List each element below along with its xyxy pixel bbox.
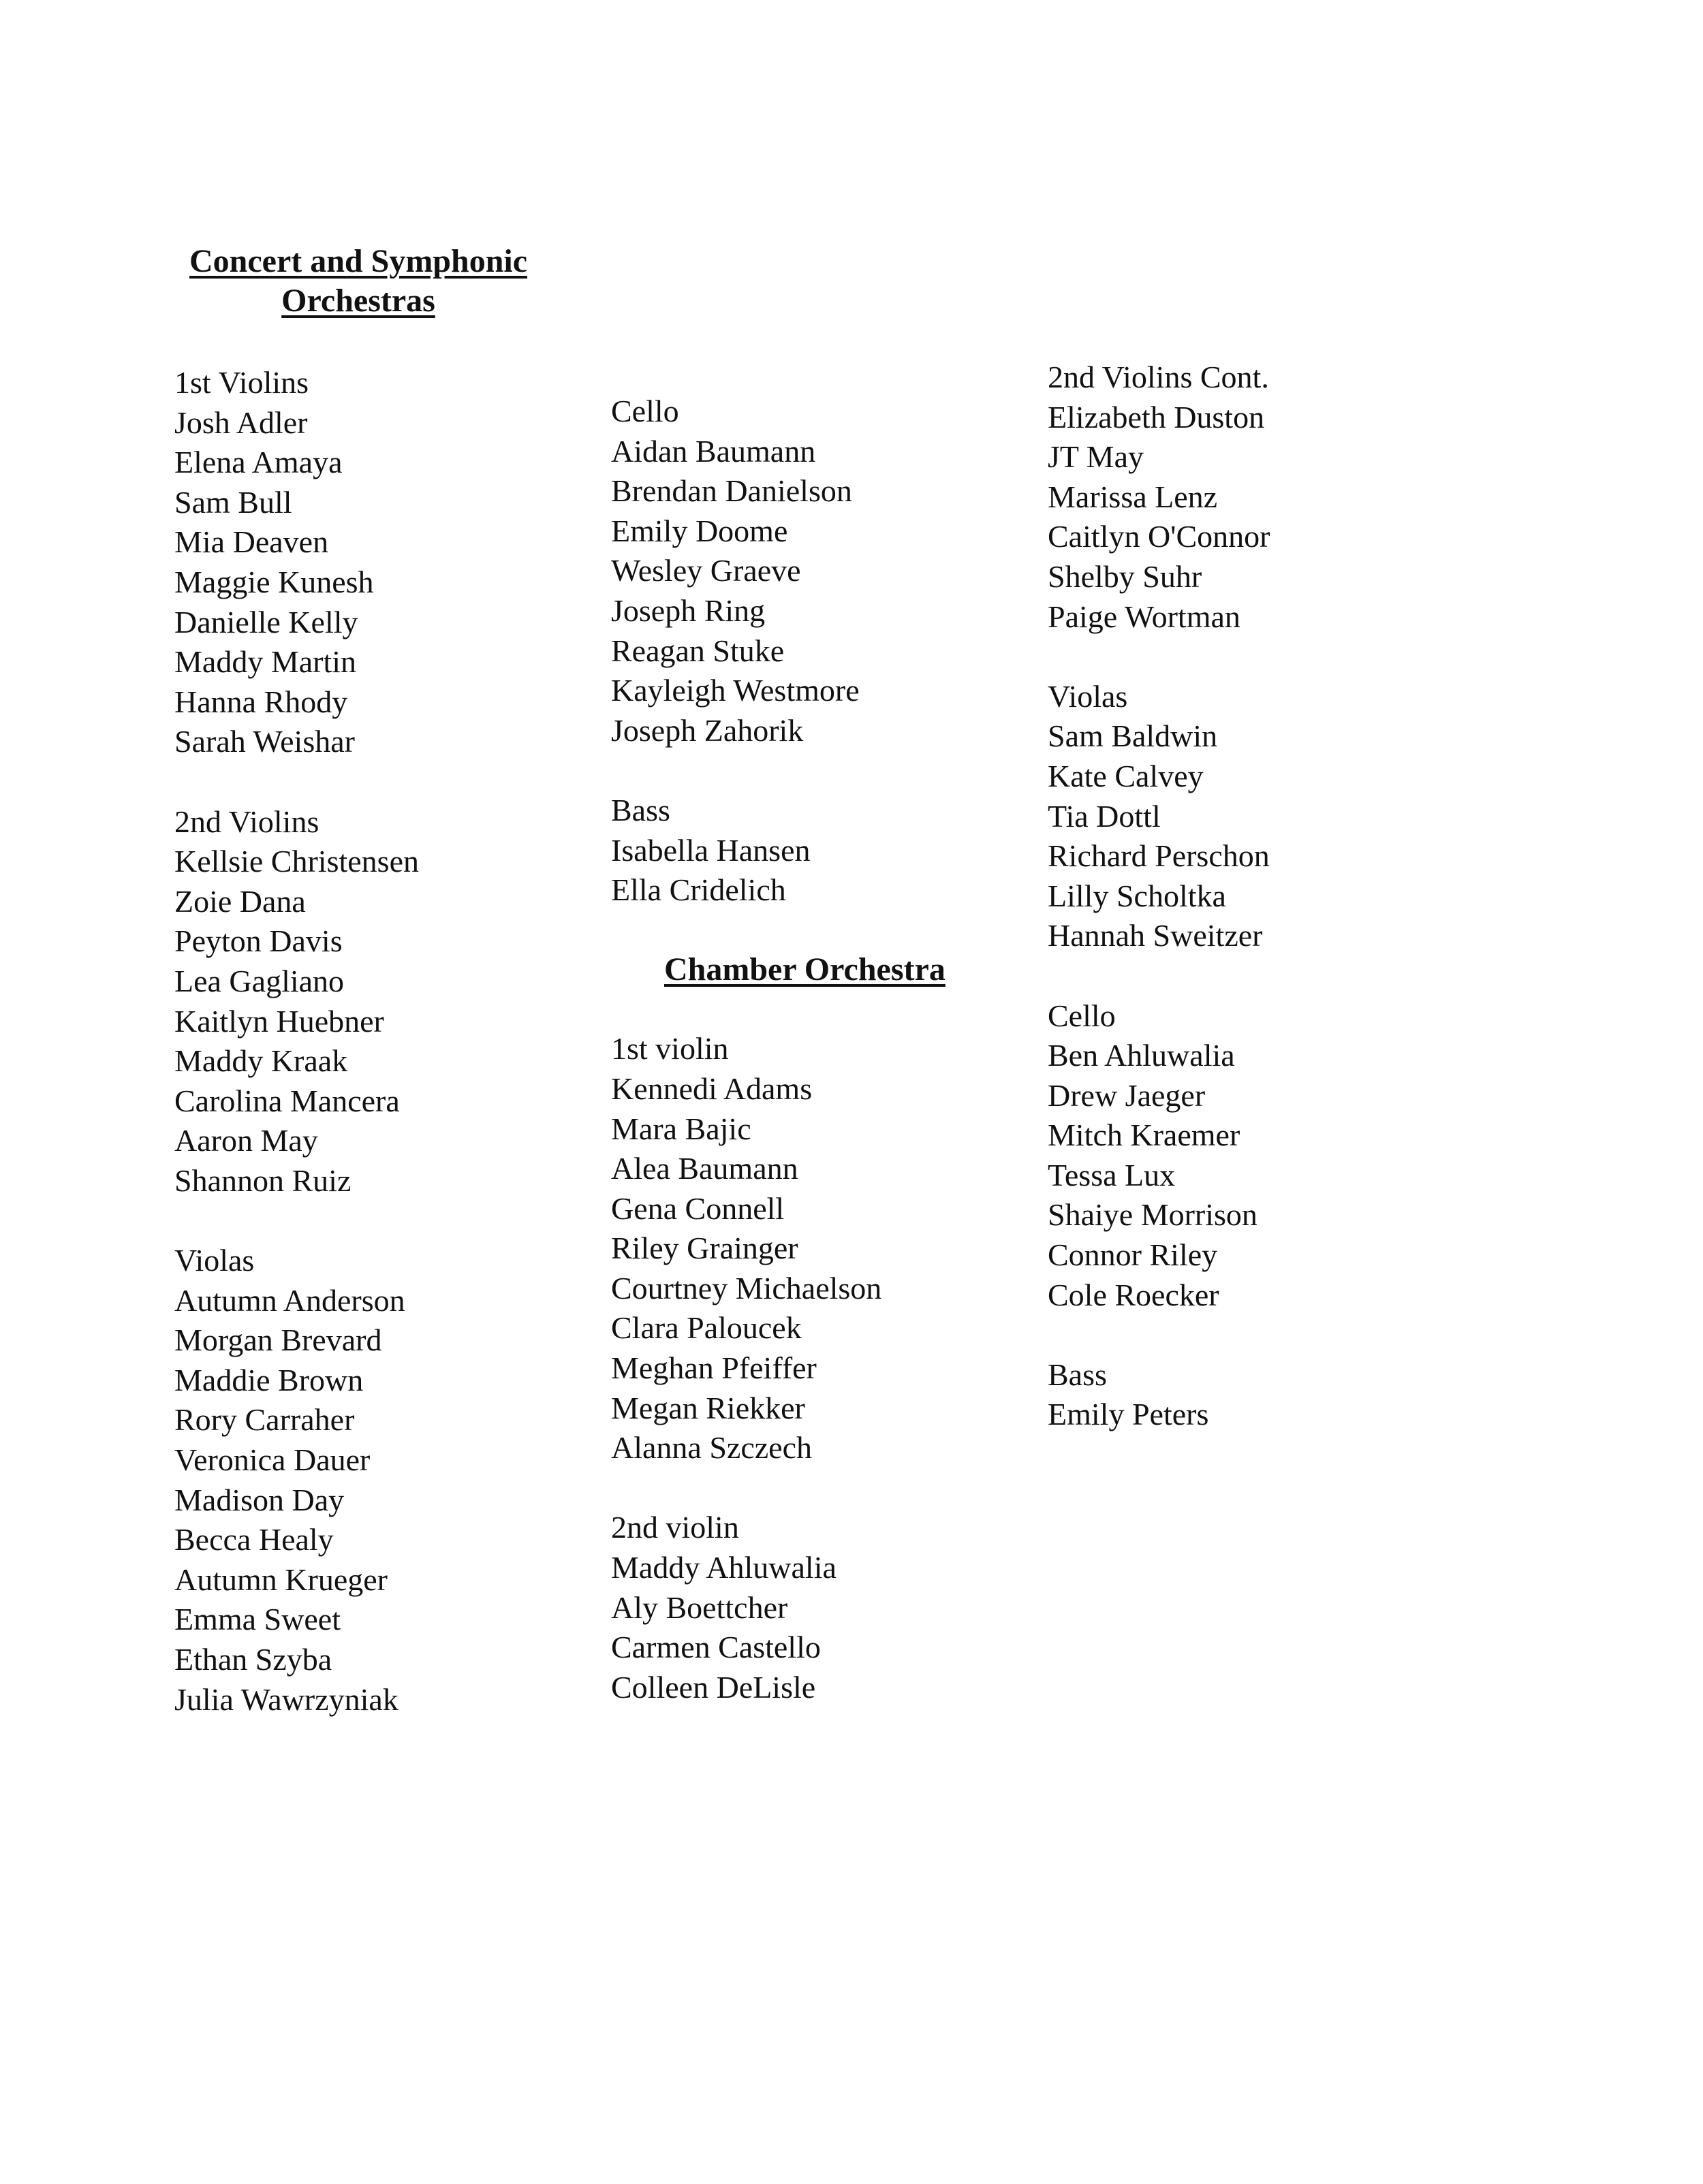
col2-sections-top: [611, 392, 1033, 950]
section-title: Cello: [1048, 998, 1116, 1033]
member-name: Alea Baumann: [611, 1151, 798, 1186]
section-title: 2nd violin: [611, 1510, 739, 1545]
member-name: Carolina Mancera: [174, 1083, 400, 1118]
member-name: Emily Doome: [611, 513, 788, 548]
col3-sections: [1048, 358, 1470, 1435]
member-name: Clara Paloucek: [611, 1310, 802, 1346]
member-name: Sarah Weishar: [174, 724, 355, 759]
section-title: 1st violin: [611, 1031, 729, 1066]
member-name: Kayleigh Westmore: [611, 673, 860, 708]
section-title: Cello: [611, 394, 679, 428]
member-name: Maddie Brown: [174, 1362, 364, 1397]
member-name: Wesley Graeve: [611, 553, 801, 588]
section-title: 2nd Violins Cont.: [1048, 360, 1269, 394]
section: [611, 392, 1033, 750]
member-name: Elena Amaya: [174, 445, 343, 480]
member-name: Joseph Zahorik: [611, 712, 804, 748]
section-gap: [1048, 637, 1470, 677]
member-name: Richard Perschon: [1048, 838, 1270, 874]
member-name: Mitch Kraemer: [1048, 1118, 1240, 1153]
section: [1048, 677, 1470, 956]
section-title: 1st Violins: [174, 365, 309, 400]
column-middle: [611, 392, 1033, 1707]
member-name: Marissa Lenz: [1048, 479, 1218, 514]
section: [1048, 358, 1470, 637]
member-name: Zoie Dana: [174, 883, 306, 919]
section-gap: [1048, 956, 1470, 996]
member-name: Maddy Kraak: [174, 1043, 348, 1079]
col2-sections-bottom: [611, 1029, 1033, 1707]
heading-line-1: Concert and Symphonic: [189, 243, 528, 279]
member-name: Lea Gagliano: [174, 963, 345, 998]
member-name: Hanna Rhody: [174, 684, 348, 719]
member-name: Maggie Kunesh: [174, 564, 374, 599]
section: [174, 363, 597, 762]
member-name: Gena Connell: [611, 1190, 785, 1226]
member-name: Danielle Kelly: [174, 604, 358, 639]
member-name: Ethan Szyba: [174, 1642, 332, 1677]
member-name: Alanna Szczech: [611, 1430, 813, 1466]
member-name: Brendan Danielson: [611, 473, 852, 509]
member-name: Reagan Stuke: [611, 633, 785, 668]
member-name: Autumn Anderson: [174, 1282, 405, 1318]
member-name: Colleen DeLisle: [611, 1669, 816, 1705]
member-name: Ben Ahluwalia: [1048, 1038, 1235, 1073]
member-name: Cole Roecker: [1048, 1277, 1219, 1312]
member-name: Drew Jaeger: [1048, 1077, 1206, 1113]
member-name: Kate Calvey: [1048, 758, 1204, 793]
member-name: Joseph Ring: [611, 592, 766, 628]
section-gap: [611, 750, 1033, 791]
member-name: Shelby Suhr: [1048, 558, 1202, 594]
member-name: Josh Adler: [174, 405, 308, 440]
member-name: Tessa Lux: [1048, 1157, 1176, 1192]
section: [1048, 1355, 1470, 1435]
section-title: Violas: [174, 1243, 255, 1278]
member-name: Autumn Krueger: [174, 1562, 388, 1597]
member-name: Elizabeth Duston: [1048, 399, 1265, 434]
section-gap: [1048, 1315, 1470, 1355]
section: [611, 1508, 1033, 1707]
member-name: Madison Day: [174, 1482, 345, 1517]
member-name: Courtney Michaelson: [611, 1270, 882, 1305]
member-name: Mia Deaven: [174, 524, 329, 560]
section: [1048, 996, 1470, 1316]
section-gap: [611, 911, 1033, 951]
member-name: Sam Bull: [174, 484, 292, 520]
member-name: Riley Grainger: [611, 1231, 798, 1266]
member-name: Kennedi Adams: [611, 1071, 813, 1106]
member-name: Rory Carraher: [174, 1402, 355, 1438]
member-name: Isabella Hansen: [611, 832, 811, 868]
member-name: Emma Sweet: [174, 1602, 341, 1637]
member-name: Aidan Baumann: [611, 433, 816, 469]
section: [611, 1029, 1033, 1468]
section: [174, 802, 597, 1201]
member-name: Maddy Ahluwalia: [611, 1550, 837, 1585]
section-title: Bass: [1048, 1357, 1107, 1392]
heading-line-2: Orchestras: [281, 283, 435, 319]
member-name: Shaiye Morrison: [1048, 1197, 1257, 1233]
member-name: Meghan Pfeiffer: [611, 1350, 817, 1386]
column-concert-symphonic: [174, 242, 597, 1720]
member-name: Shannon Ruiz: [174, 1162, 351, 1198]
section-title: Bass: [611, 792, 670, 827]
section-gap: [174, 1201, 597, 1241]
concert-symphonic-heading: [161, 242, 556, 321]
member-name: Veronica Dauer: [174, 1442, 371, 1478]
section: [174, 1241, 597, 1720]
member-name: Megan Riekker: [611, 1390, 805, 1425]
member-name: Carmen Castello: [611, 1630, 821, 1665]
section-title: 2nd Violins: [174, 804, 319, 839]
member-name: Aly Boettcher: [611, 1589, 788, 1625]
member-name: Paige Wortman: [1048, 599, 1240, 634]
section-gap: [611, 1468, 1033, 1508]
member-name: Ella Cridelich: [611, 872, 786, 908]
member-name: Aaron May: [174, 1123, 318, 1158]
member-name: Peyton Davis: [174, 923, 343, 959]
member-name: Julia Wawrzyniak: [174, 1681, 399, 1717]
member-name: Morgan Brevard: [174, 1323, 382, 1358]
section-gap: [174, 762, 597, 802]
member-name: Hannah Sweitzer: [1048, 918, 1263, 953]
col1-sections: [174, 363, 597, 1720]
member-name: JT May: [1048, 439, 1144, 475]
member-name: Lilly Scholtka: [1048, 878, 1226, 913]
member-name: Connor Riley: [1048, 1237, 1218, 1273]
member-name: Caitlyn O'Connor: [1048, 519, 1270, 554]
section-title: Violas: [1048, 678, 1128, 714]
member-name: Mara Bajic: [611, 1111, 751, 1146]
section: [611, 791, 1033, 911]
member-name: Becca Healy: [174, 1522, 334, 1557]
member-name: Maddy Martin: [174, 644, 357, 680]
member-name: Kellsie Christensen: [174, 844, 419, 879]
chamber-orchestra-heading: Chamber Orchestra: [664, 951, 946, 988]
member-name: Kaitlyn Huebner: [174, 1003, 384, 1039]
member-name: Emily Peters: [1048, 1397, 1209, 1432]
member-name: Tia Dottl: [1048, 798, 1161, 834]
member-name: Sam Baldwin: [1048, 718, 1218, 754]
column-right: [1048, 358, 1470, 1435]
